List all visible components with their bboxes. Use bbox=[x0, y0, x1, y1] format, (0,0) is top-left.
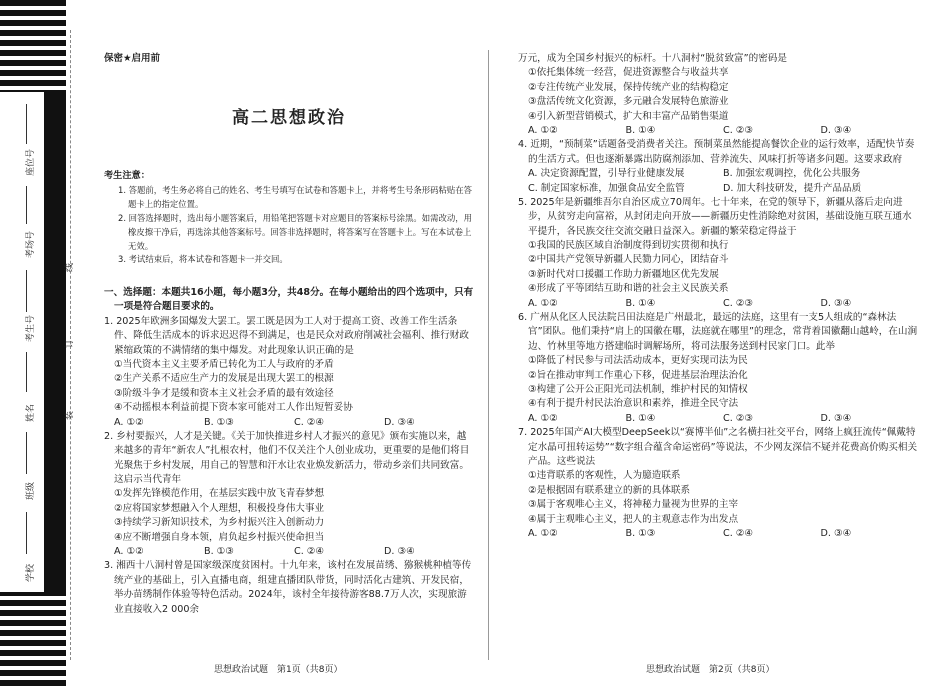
choice-d: D. ③④ bbox=[820, 412, 852, 424]
choice-a: A. 决定资源配置，引导行业健康发展 bbox=[528, 168, 685, 180]
q7-option: ①违背联系的客观性，人为臆造联系 bbox=[528, 470, 681, 482]
room-label: 考场号 bbox=[26, 230, 36, 258]
choice-b: B. ①③ bbox=[204, 416, 234, 428]
choice-b: B. ①③ bbox=[204, 546, 234, 558]
q3-option: ④引入新型营销模式，扩大和丰富产品销售渠道 bbox=[528, 110, 729, 122]
school-label: 学校 bbox=[26, 563, 36, 582]
q6-option: ④有利于提升村民法治意识和素养，推进全民守法 bbox=[528, 398, 739, 410]
cut-label-line: 线 bbox=[65, 262, 75, 272]
section-heading: 一、选择题：本题共16小题，每小题3分，共48分。在每小题给出的四个选项中，只有一项是符合题目要求的。 bbox=[104, 287, 474, 313]
choice-d: D. ③④ bbox=[820, 297, 852, 309]
page-footer-right: 思想政治试题 第2页（共8页） bbox=[646, 665, 775, 675]
right-questions bbox=[518, 52, 918, 541]
q1-option: ③阶级斗争才是缓和资本主义社会矛盾的最有效途径 bbox=[114, 387, 334, 399]
q6-choices bbox=[518, 412, 918, 426]
question-3-stem: 3. 湘西十八洞村曾是国家级深度贫困村。十九年来，该村在发展苗绣、猕猴桃种植等传统产业的基础上，引入直播电商，组建直播团队带货，同时活化古建筑、开发民宿，举办苗绣制作体验等特色活动。2024年，该村全年接待游客88.7万人次，实现旅游业直接收入2 000余 bbox=[104, 560, 472, 615]
choice-c: C. ②③ bbox=[723, 412, 753, 424]
page-footer-left: 思想政治试题 第1页（共8页） bbox=[214, 665, 343, 675]
choice-b: B. ①④ bbox=[625, 297, 656, 309]
seat-label: 座位号 bbox=[26, 148, 36, 176]
choice-c: C. ②④ bbox=[723, 527, 753, 539]
q3-choices bbox=[518, 124, 918, 138]
q3-option: ①依托集体统一经营，促进资源整合与收益共享 bbox=[528, 67, 729, 79]
binding-margin bbox=[0, 0, 98, 688]
q3-option: ③盘活传统文化资源，多元融合发展特色旅游业 bbox=[528, 96, 729, 108]
q3-continuation: 万元，成为全国乡村振兴的标杆。十八洞村“脱贫致富”的密码是 bbox=[518, 53, 787, 64]
q1-choices bbox=[104, 416, 474, 430]
q7-choices bbox=[518, 527, 918, 541]
cut-label-zhuang: 装 bbox=[65, 410, 75, 420]
q5-option: ③新时代对口援疆工作助力新疆地区优先发展 bbox=[528, 268, 719, 280]
choice-a: A. ①② bbox=[114, 546, 144, 558]
choice-b: B. ①④ bbox=[625, 124, 656, 136]
question-6-stem: 6. 广州从化区人民法院吕田法庭是广州最北，最远的法庭，这里有一支5人组成的“森林法官”团队。他们秉持“肩上的国徽在哪，法庭就在哪里”的理念，常背着国徽翻山越岭，在山涧边、竹林里等地方搭建临时调解场所，将司法服务送到村民家门口。此举 bbox=[518, 312, 918, 352]
q5-choices bbox=[518, 297, 918, 311]
q3-option: ②专注传统产业发展，保持传统产业的结构稳定 bbox=[528, 81, 729, 93]
choice-d: D. ③④ bbox=[384, 416, 415, 428]
exam-title: 高二思想政治 bbox=[232, 108, 346, 128]
q6-option: ③构建了公开公正阳光司法机制，维护村民的知情权 bbox=[528, 383, 748, 395]
cut-label-ding: 订 bbox=[65, 338, 75, 348]
question-1-stem: 1. 2025年欧洲多国爆发大罢工。罢工既是因为工人对于提高工资、改善工作生活条件、降低生活成本的诉求迟迟得不到满足，也是民众对政府削减社会福利、推行财政紧缩政策的不满情绪的集中爆发。对此现象认识正确的是 bbox=[104, 315, 469, 356]
q2-choices bbox=[104, 545, 474, 559]
school-line bbox=[26, 512, 27, 554]
choice-c: C. ②③ bbox=[723, 124, 753, 136]
q4-choices-row1 bbox=[518, 167, 918, 181]
q2-option: ③持续学习新知识技术，为乡村振兴注入创新动力 bbox=[114, 517, 325, 529]
choice-a: A. ①② bbox=[114, 416, 144, 428]
column-divider bbox=[488, 50, 489, 660]
q2-option: ①发挥先锋模范作用，在基层实践中放飞青春梦想 bbox=[114, 488, 325, 500]
note-item: 1. 答题前，考生务必将自己的姓名、考生号填写在试卷和答题卡上，并将考生号条形码粘贴在答题卡上的指定位置。 bbox=[118, 185, 473, 210]
seat-line bbox=[26, 104, 27, 144]
choice-d: D. ③④ bbox=[820, 527, 852, 539]
choice-d: D. ③④ bbox=[384, 546, 415, 558]
notes-heading: 考生注意： bbox=[104, 170, 150, 181]
q2-option: ④应不断增强自身本领，肩负起乡村振兴使命担当 bbox=[114, 531, 325, 543]
choice-b: B. 加强宏观调控，优化公共服务 bbox=[723, 168, 861, 180]
note-item: 3. 考试结束后，将本试卷和答题卡一并交回。 bbox=[118, 254, 288, 265]
q4-choices-row2 bbox=[518, 182, 918, 196]
choice-c: C. ②④ bbox=[294, 416, 324, 428]
q6-option: ①降低了村民参与司法活动成本，更好实现司法为民 bbox=[528, 355, 748, 367]
choice-b: B. ①④ bbox=[625, 412, 656, 424]
q5-option: ④形成了平等团结互助和谐的社会主义民族关系 bbox=[528, 283, 729, 295]
q5-option: ②中国共产党领导新疆人民勠力同心，团结奋斗 bbox=[528, 254, 729, 266]
choice-a: A. ①② bbox=[528, 297, 558, 309]
q7-option: ②是根据固有联系建立的新的具体联系 bbox=[528, 484, 691, 496]
candidate-notes bbox=[104, 168, 474, 267]
note-item: 2. 回答选择题时，选出每小题答案后，用铅笔把答题卡对应题目的答案标号涂黑。如需改动，用橡皮擦干净后，再选涂其他答案标号。回答非选择题时，将答案写在答题卡上。写在本试卷上无效。 bbox=[118, 212, 473, 251]
choice-a: A. ①② bbox=[528, 124, 558, 136]
q1-option: ④不动摇根本利益前提下资本家可能对工人作出短暂妥协 bbox=[114, 402, 353, 414]
exam-no-label: 考生号 bbox=[26, 314, 36, 342]
q7-option: ③属于客观唯心主义，将神秘力量视为世界的主宰 bbox=[528, 499, 739, 511]
binding-stripes bbox=[0, 0, 66, 688]
question-5-stem: 5. 2025年是新疆维吾尔自治区成立70周年。七十年来，在党的领导下，新疆从落后走向进步，从贫穷走向富裕，从封闭走向开放——新疆历史性消除绝对贫困，基础设施互联互通水平提升，各民族交往交流交融日益深入。新疆的繁荣稳定得益于 bbox=[518, 196, 912, 237]
left-questions bbox=[104, 286, 474, 617]
name-line bbox=[26, 352, 27, 392]
name-label: 姓名 bbox=[26, 403, 36, 422]
choice-a: A. ①② bbox=[528, 527, 558, 539]
q2-option: ②应将国家梦想融入个人理想，积极投身伟大事业 bbox=[114, 502, 325, 514]
choice-d: D. 加大科技研发，提升产品品质 bbox=[723, 182, 862, 194]
choice-c: C. 制定国家标准，加强食品安全监管 bbox=[528, 182, 685, 194]
choice-b: B. ①③ bbox=[625, 527, 656, 539]
q1-option: ①当代资本主义主要矛盾已转化为工人与政府的矛盾 bbox=[114, 358, 334, 370]
confidential-mark: 保密★启用前 bbox=[104, 53, 161, 64]
room-line bbox=[26, 186, 27, 224]
exam-no-line bbox=[26, 270, 27, 312]
q6-option: ②旨在推动审判工作重心下移，促进基层治理法治化 bbox=[528, 369, 748, 381]
choice-c: C. ②④ bbox=[294, 546, 324, 558]
q5-option: ①我国的民族区域自治制度得到切实贯彻和执行 bbox=[528, 240, 729, 252]
q7-option: ④属于主观唯心主义，把人的主观意志作为出发点 bbox=[528, 513, 739, 525]
choice-c: C. ②③ bbox=[723, 297, 753, 309]
question-2-stem: 2. 乡村要振兴，人才是关键。《关于加快推进乡村人才振兴的意见》颁布实施以来，越来越多的青年“新农人”扎根农村，他们不仅关注个人创业成功，更重要的是他们将目光聚焦于乡村发展，用自己的智慧和汗水让农业焕发新活力，带动乡亲们共同致富。这启示当代青年 bbox=[104, 430, 470, 486]
choice-a: A. ①② bbox=[528, 412, 558, 424]
q1-option: ②生产关系不适应生产力的发展是出现大罢工的根源 bbox=[114, 373, 334, 385]
question-7-stem: 7. 2025年国产AI大模型DeepSeek以“赛博半仙”之名横扫社交平台，网络上疯狂流传“佩戴特定水晶可扭转运势”“数字组合蕴含命运密码”等说法，不少网友深信不疑并花费高价购买相关产品。这些说法 bbox=[518, 427, 918, 467]
choice-d: D. ③④ bbox=[820, 124, 852, 136]
question-4-stem: 4. 近期，“预制菜”话题备受消费者关注。预制菜虽然能提高餐饮企业的运行效率，适配快节奏的生活方式。但也逐渐暴露出防腐剂添加、营养流失、风味打折等诸多问题。这要求政府 bbox=[518, 139, 915, 165]
class-line bbox=[26, 432, 27, 474]
class-label: 班级 bbox=[26, 481, 36, 500]
